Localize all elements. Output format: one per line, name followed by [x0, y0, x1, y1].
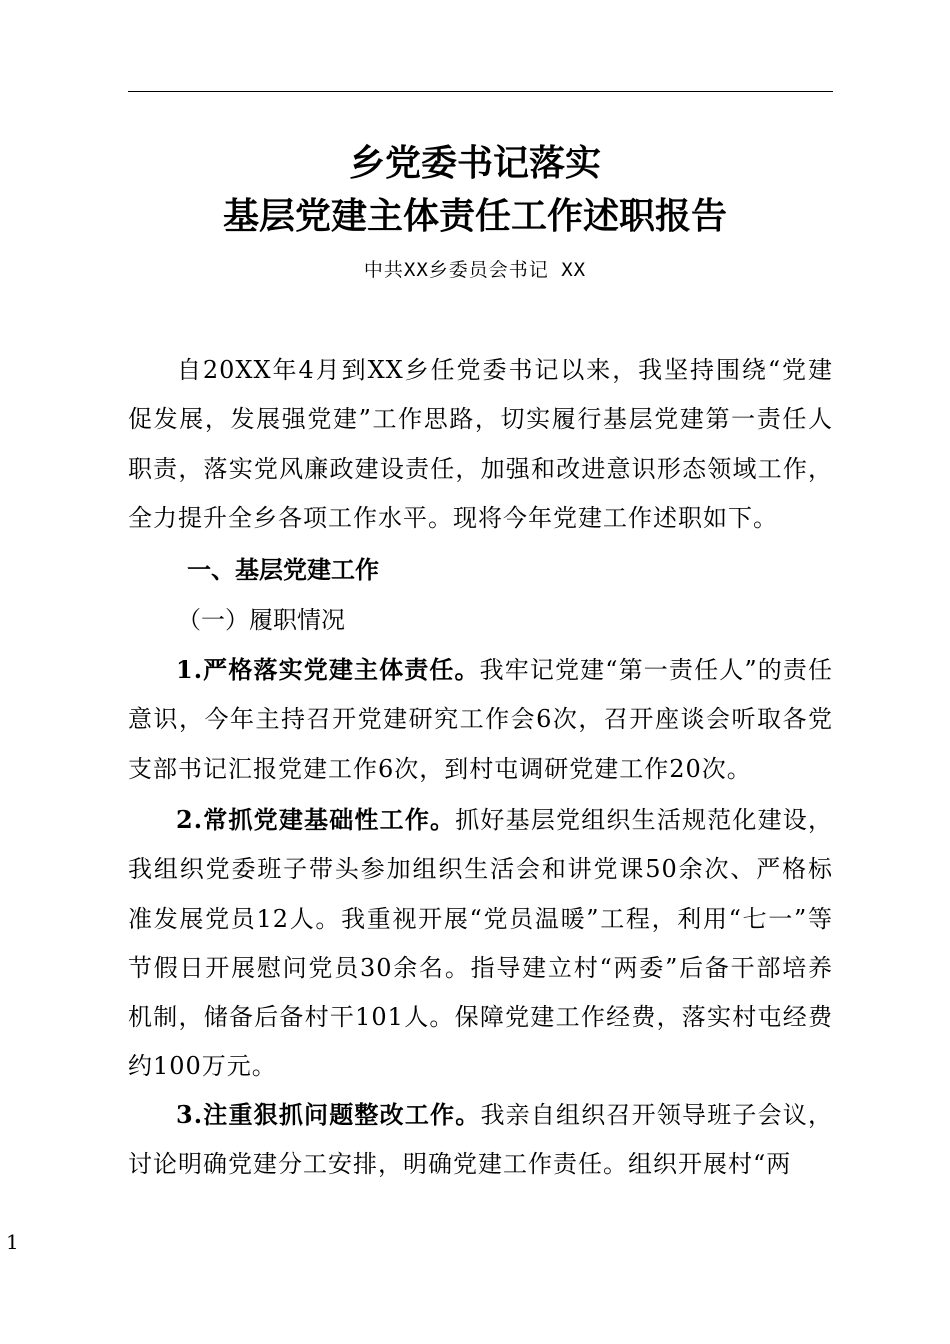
item-2-lead: 2.常抓党建基础性工作。 — [176, 805, 456, 834]
intro-text: 自20XX年4月到XX乡任党委书记以来，我坚持围绕“党建促发展，发展强党建”工作思路，切实履行基层党建第一责任人职责，落实党风廉政建设责任，加强和改进意识形态领域工作，全力提升全乡各项工作水平。现将今年党建工作述职如下。 — [128, 356, 833, 532]
author-line: 中共XX乡委员会书记 XX — [363, 259, 587, 281]
item-2-body: 抓好基层党组织生活规范化建设，我组织党委班子带头参加组织生活会和讲党课50余次、严格标准发展党员12人。我重视开展“党员温暖”工程，利用“七一”等节假日开展慰问党员30余名。指导建立村“两委”后备干部培养机制，储备后备村干101人。保障党建工作经费，落实村屯经费约100万元。 — [128, 806, 833, 1081]
header-rule — [128, 91, 833, 92]
item-3-lead: 3.注重狠抓问题整改工作。 — [176, 1100, 481, 1129]
item-1-lead: 1.严格落实党建主体责任。 — [176, 655, 480, 684]
section-heading-1: 一、基层党建工作 — [187, 556, 379, 584]
item-1-paragraph — [128, 645, 833, 794]
item-1-body: 我牢记党建“第一责任人”的责任意识，今年主持召开党建研究工作会6次，召开座谈会听取各党支部书记汇报党建工作6次，到村屯调研党建工作20次。 — [128, 656, 833, 783]
item-3-body: 我亲自组织召开领导班子会议，讨论明确党建分工安排，明确党建工作责任。组织开展村“两 — [128, 1101, 834, 1179]
document-title-line2: 基层党建主体责任工作述职报告 — [222, 195, 727, 237]
intro-paragraph — [128, 346, 833, 543]
document-title-line1: 乡党委书记落实 — [348, 142, 601, 184]
item-3-paragraph — [128, 1090, 833, 1190]
item-2-paragraph — [128, 795, 833, 1092]
page-number: 1 — [6, 1230, 19, 1254]
subsection-heading-1: （一）履职情况 — [177, 606, 345, 634]
